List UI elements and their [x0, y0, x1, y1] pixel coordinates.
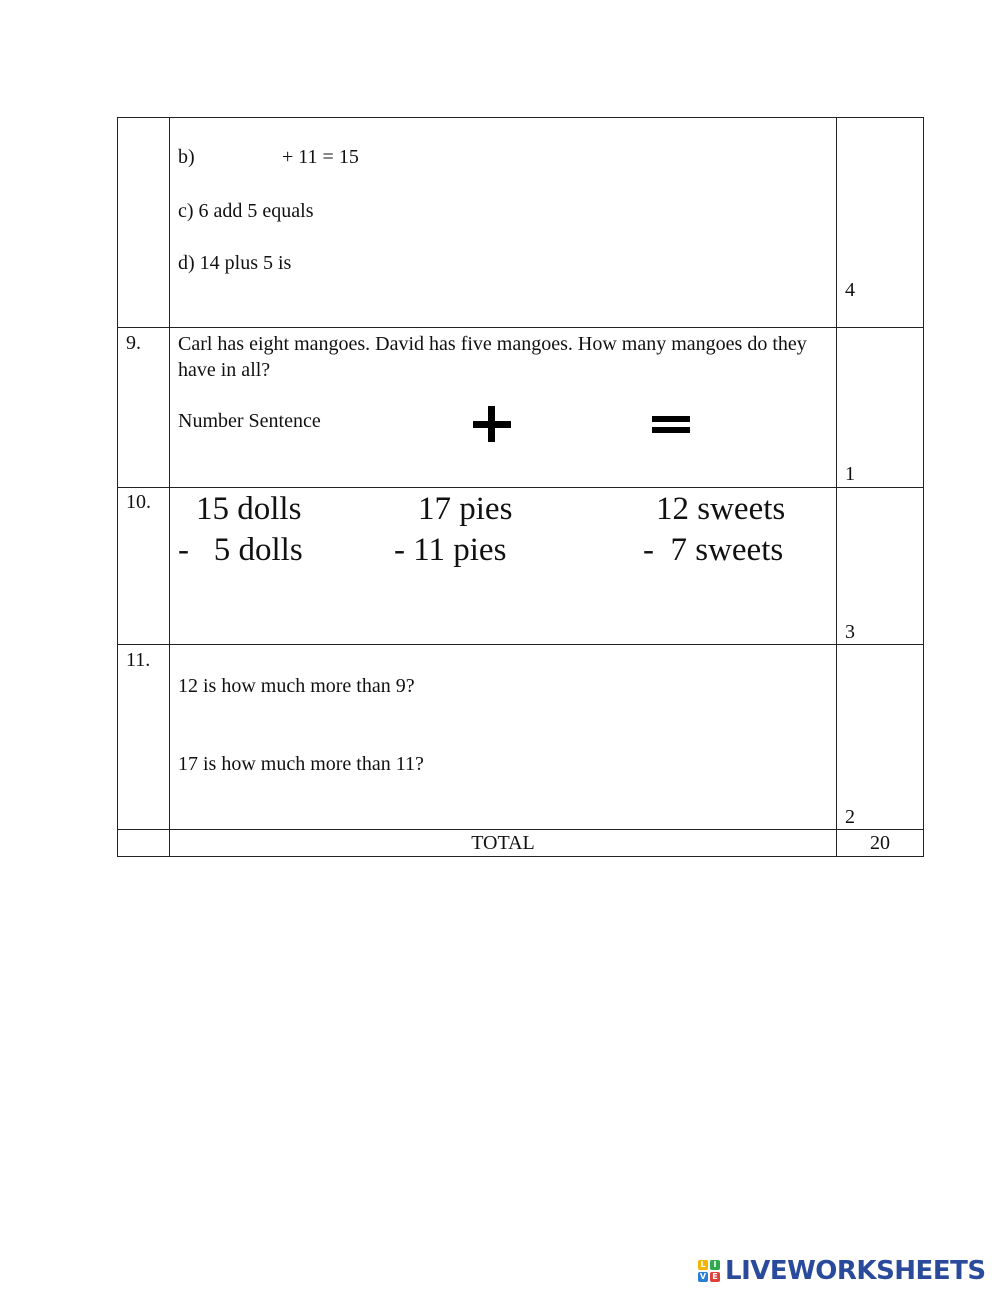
problem-2-top: 17 pies: [418, 491, 513, 527]
question-text-2: 17 is how much more than 11?: [178, 753, 424, 775]
logo-letter: L: [698, 1260, 708, 1270]
logo-letter: V: [699, 1272, 707, 1281]
marks-value: 2: [845, 806, 855, 828]
part-c-text: c) 6 add 5 equals: [178, 200, 314, 222]
question-number: 10.: [126, 491, 151, 513]
problem-1-bottom: - 5 dolls: [178, 532, 303, 568]
part-b-label: b): [178, 146, 195, 168]
problem-3-top: 12 sweets: [656, 491, 786, 527]
part-d-text: d) 14 plus 5 is: [178, 252, 292, 274]
total-value: 20: [870, 832, 890, 854]
question-text: Carl has eight mangoes. David has five mangoes. How many mangoes do they have in all?: [178, 333, 807, 381]
liveworksheets-logo: [698, 1258, 986, 1284]
question-number: 9.: [126, 332, 141, 354]
marks-value: 1: [845, 463, 855, 485]
problem-3-bottom: - 7 sweets: [643, 532, 784, 568]
marks-value: 4: [845, 279, 855, 301]
marks-value: 3: [845, 621, 855, 643]
problem-1-top: 15 dolls: [196, 491, 302, 527]
part-b-equation: + 11 = 15: [282, 146, 359, 168]
logo-letter: I: [710, 1260, 720, 1270]
total-label: TOTAL: [471, 832, 535, 854]
logo-blocks-icon: [698, 1260, 720, 1282]
logo-letter: E: [710, 1272, 720, 1282]
question-number: 11.: [126, 649, 151, 671]
number-sentence-label: Number Sentence: [178, 410, 321, 432]
problem-2-bottom: - 11 pies: [394, 532, 507, 568]
logo-text: LIVEWORKSHEETS: [725, 1256, 986, 1286]
question-text-1: 12 is how much more than 9?: [178, 675, 415, 697]
